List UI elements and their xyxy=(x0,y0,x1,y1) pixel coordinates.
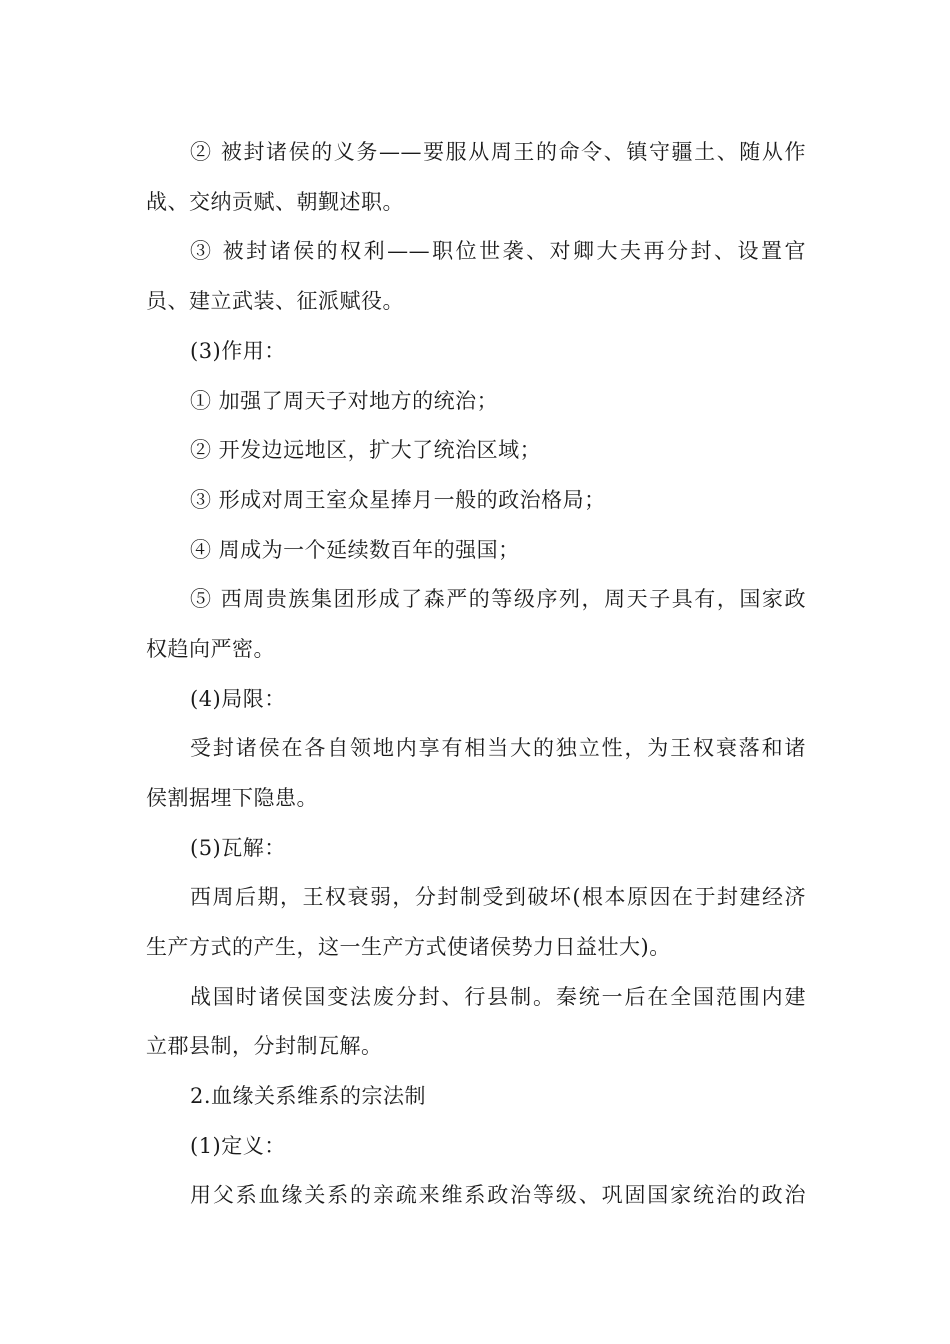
text-line-16: 西周后期，王权衰弱，分封制受到破坏(根本原因在于封建经济 xyxy=(190,885,806,909)
text-line-11: 权趋向严密。 xyxy=(146,637,275,661)
section-heading-collapse: (5)瓦解： xyxy=(190,836,286,860)
text-line-13: 受封诸侯在各自领地内享有相当大的独立性，为王权衰落和诸 xyxy=(190,736,806,760)
text-line-4: 员、建立武装、征派赋役。 xyxy=(146,289,404,313)
text-line-22: 用父系血缘关系的亲疏来维系政治等级、巩固国家统治的政治 xyxy=(190,1183,806,1207)
text-line-17: 生产方式的产生，这一生产方式使诸侯势力日益壮大)。 xyxy=(146,935,671,959)
section-heading-patriarchal: 2.血缘关系维系的宗法制 xyxy=(190,1084,427,1108)
text-line-1: ② 被封诸侯的义务——要服从周王的命令、镇守疆土、随从作 xyxy=(190,140,806,164)
section-heading-definition: (1)定义： xyxy=(190,1134,286,1158)
text-line-19: 立郡县制，分封制瓦解。 xyxy=(146,1034,383,1058)
section-heading-limits: (4)局限： xyxy=(190,687,286,711)
text-line-18: 战国时诸侯国变法废分封、行县制。秦统一后在全国范围内建 xyxy=(190,985,806,1009)
text-line-6: ① 加强了周天子对地方的统治； xyxy=(190,389,499,413)
text-line-7: ② 开发边远地区，扩大了统治区域； xyxy=(190,438,542,462)
text-line-10: ⑤ 西周贵族集团形成了森严的等级序列，周天子具有，国家政 xyxy=(190,587,806,611)
text-line-8: ③ 形成对周王室众星捧月一般的政治格局； xyxy=(190,488,606,512)
text-line-2: 战、交纳贡赋、朝觐述职。 xyxy=(146,190,404,214)
section-heading-effects: (3)作用： xyxy=(190,339,286,363)
text-line-3: ③ 被封诸侯的权利——职位世袭、对卿大夫再分封、设置官 xyxy=(190,239,806,263)
text-line-9: ④ 周成为一个延续数百年的强国； xyxy=(190,538,520,562)
text-line-14: 侯割据埋下隐患。 xyxy=(146,786,318,810)
